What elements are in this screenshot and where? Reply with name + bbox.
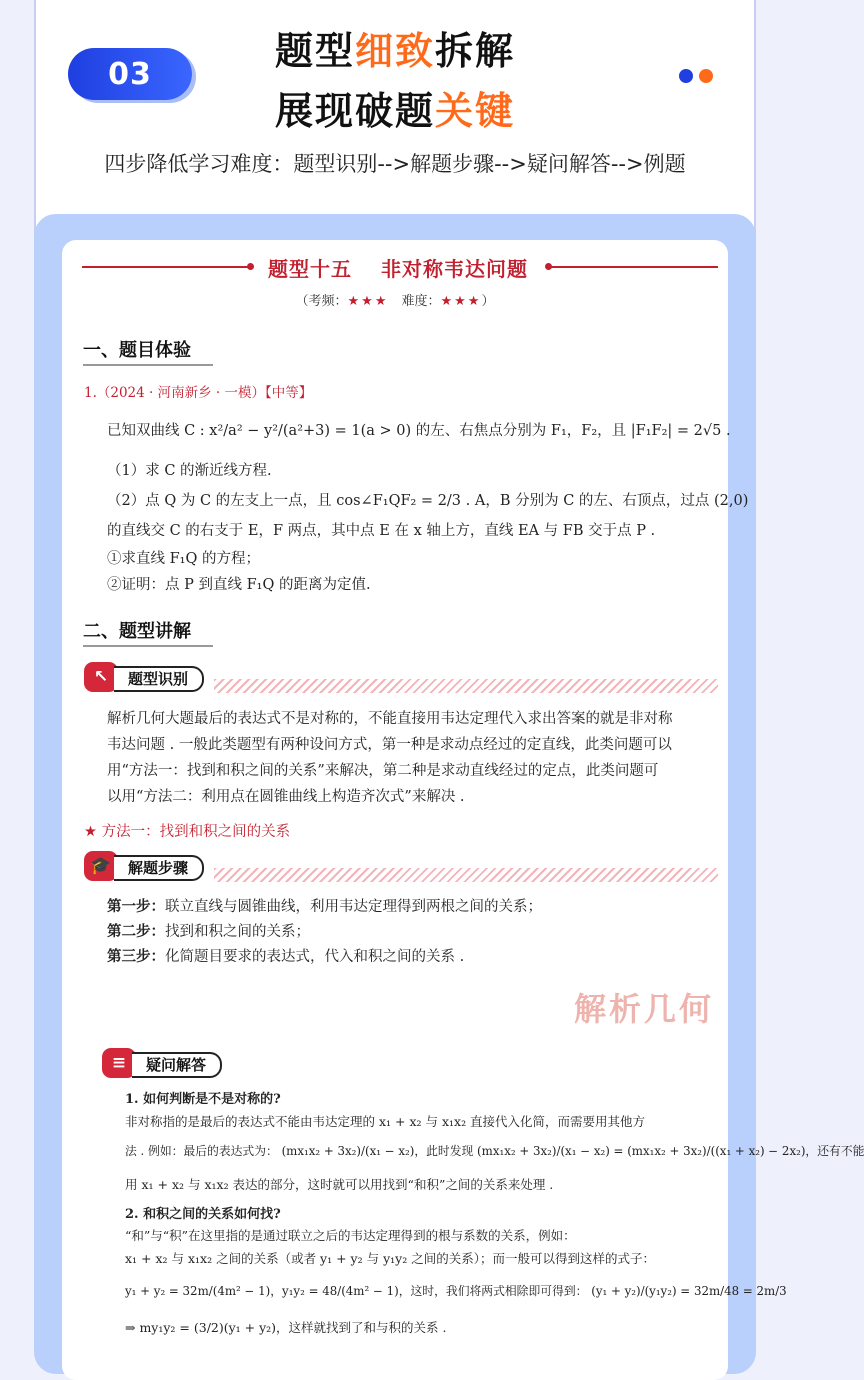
faq-line: 非对称指的是最后的表达式不能由韦达定理的 x₁ + x₂ 与 x₁x₂ 直接代入化简，而需要用其他方 — [125, 1114, 646, 1129]
freq-stars: ★★★ — [347, 294, 389, 309]
page-subtitle: 四步降低学习难度：题型识别-->解题步骤-->疑问解答-->例题 — [104, 152, 686, 176]
question-line: 已知双曲线 C : x²/a² − y²/(a²+3) = 1(a > 0) 的左、右焦点分别为 F₁，F₂，且 |F₁F₂| = 2√5 . — [107, 423, 731, 439]
step-row — [107, 895, 542, 916]
banner-rule-right — [550, 266, 718, 268]
faq-line: ⇒ my₁y₂ = (3/2)(y₁ + y₂)，这样就找到了和与积的关系 . — [125, 1320, 447, 1335]
section-heading-2: 二、题型讲解 — [83, 621, 191, 642]
doc-title: 题型十五 非对称韦达问题 — [268, 257, 528, 281]
question-line: （1）求 C 的渐近线方程. — [107, 463, 272, 479]
question-line: （2）点 Q 为 C 的左支上一点，且 cos∠F₁QF₂ = 2/3 . A，B 分别为 C 的左、右顶点，过点 (2,0) — [107, 493, 749, 509]
paragraph-line: 韦达问题 . 一般此类题型有两种设问方式，第一种是求动点经过的定直线，此类问题可以 — [107, 737, 672, 753]
headline-line-1 — [230, 20, 560, 75]
section-underline-2 — [83, 645, 213, 647]
step-text: 找到和积之间的关系； — [165, 924, 310, 940]
badge-label: 疑问解答 — [132, 1052, 222, 1078]
headline-text-2a: 展现破题 — [274, 89, 435, 133]
headline-line-2 — [230, 80, 560, 135]
blue-dot-icon — [679, 69, 693, 83]
headline-highlight-2: 关键 — [435, 89, 516, 133]
step-label: 第三步： — [107, 948, 165, 965]
difficulty-meta — [0, 290, 790, 309]
question-line: 的直线交 C 的右支于 E，F 两点，其中点 E 在 x 轴上方，直线 EA 与 FB 交于点 P . — [107, 523, 656, 539]
step-label: 第一步： — [107, 898, 165, 915]
badge-label: 解题步骤 — [114, 855, 204, 881]
section-underline-1 — [83, 364, 213, 366]
step-text: 联立直线与圆锥曲线，利用韦达定理得到两根之间的关系； — [165, 899, 542, 915]
meta-close: ） — [481, 294, 495, 309]
section-heading-1: 一、题目体验 — [83, 340, 191, 361]
headline-text-1a: 题型 — [274, 29, 355, 73]
paragraph-line: 用“方法一：找到和积之间的关系”来解决，第二种是求动直线经过的定点，此类问题可 — [107, 763, 659, 779]
step-row — [107, 945, 464, 966]
graduation-cap-icon: 🎓 — [84, 851, 118, 881]
headline-highlight-1: 细致 — [354, 29, 435, 73]
question-line: ①求直线 F₁Q 的方程； — [107, 551, 260, 567]
step-row — [107, 920, 310, 941]
question-line: ②证明：点 P 到直线 F₁Q 的距离为定值. — [107, 577, 371, 593]
faq-line: 用 x₁ + x₂ 与 x₁x₂ 表达的部分，这时就可以用找到“和积”之间的关系来处理 . — [125, 1177, 554, 1192]
faq-line: x₁ + x₂ 与 x₁x₂ 之间的关系（或者 y₁ + y₂ 与 y₁y₂ 之间的关系）；而一般可以得到这样的式子： — [125, 1251, 655, 1266]
freq-label: （考频： — [295, 294, 348, 309]
hatch-divider — [214, 868, 718, 882]
badge-label: 题型识别 — [114, 666, 204, 692]
faq-line: “和”与“积”在这里指的是通过联立之后的韦达定理得到的根与系数的关系，例如： — [125, 1228, 576, 1243]
headline-text-1c: 拆解 — [435, 29, 516, 73]
method-heading: ★ 方法一：找到和积之间的关系 — [84, 824, 291, 840]
watermark: 解析几何 — [574, 990, 715, 1028]
faq-question: 1. 如何判断是不是对称的? — [125, 1092, 281, 1107]
faq-question: 2. 和积之间的关系如何找? — [125, 1207, 281, 1222]
faq-line: y₁ + y₂ = 32m/(4m² − 1)，y₁y₂ = 48/(4m² − 1)，这时，我们将两式相除即可得到： (y₁ + y₂)/(y₁y₂) = 32m/48 = 2m/3 — [125, 1284, 787, 1298]
paragraph-line: 以用“方法二：利用点在圆锥曲线上构造齐次式”来解决 . — [107, 789, 465, 805]
diff-stars: ★★★ — [440, 294, 482, 309]
step-label: 第二步： — [107, 923, 165, 940]
step-text: 化简题目要求的表达式，代入和积之间的关系 . — [165, 949, 465, 965]
banner-rule-left — [82, 266, 250, 268]
chat-bubble-icon: ≡ — [102, 1048, 136, 1078]
diff-label: 难度： — [388, 294, 441, 309]
faq-line: 法 . 例如：最后的表达式为： (mx₁x₂ + 3x₂)/(x₁ − x₂)，此时发现 (mx₁x₂ + 3x₂)/(x₁ − x₂) = (mx₁x₂ + 3x₂)/((x₁ + x₂) − 2x₂)，还有不能 — [125, 1144, 864, 1158]
arrow-corner-icon: ↖ — [84, 662, 118, 692]
section-number-badge: 03 — [68, 48, 192, 100]
orange-dot-icon — [699, 69, 713, 83]
paragraph-line: 解析几何大题最后的表达式不是对称的，不能直接用韦达定理代入求出答案的就是非对称 — [107, 711, 673, 727]
hatch-divider — [214, 679, 718, 693]
question-source: 1.（2024 · 河南新乡 · 一模）【中等】 — [84, 385, 313, 401]
